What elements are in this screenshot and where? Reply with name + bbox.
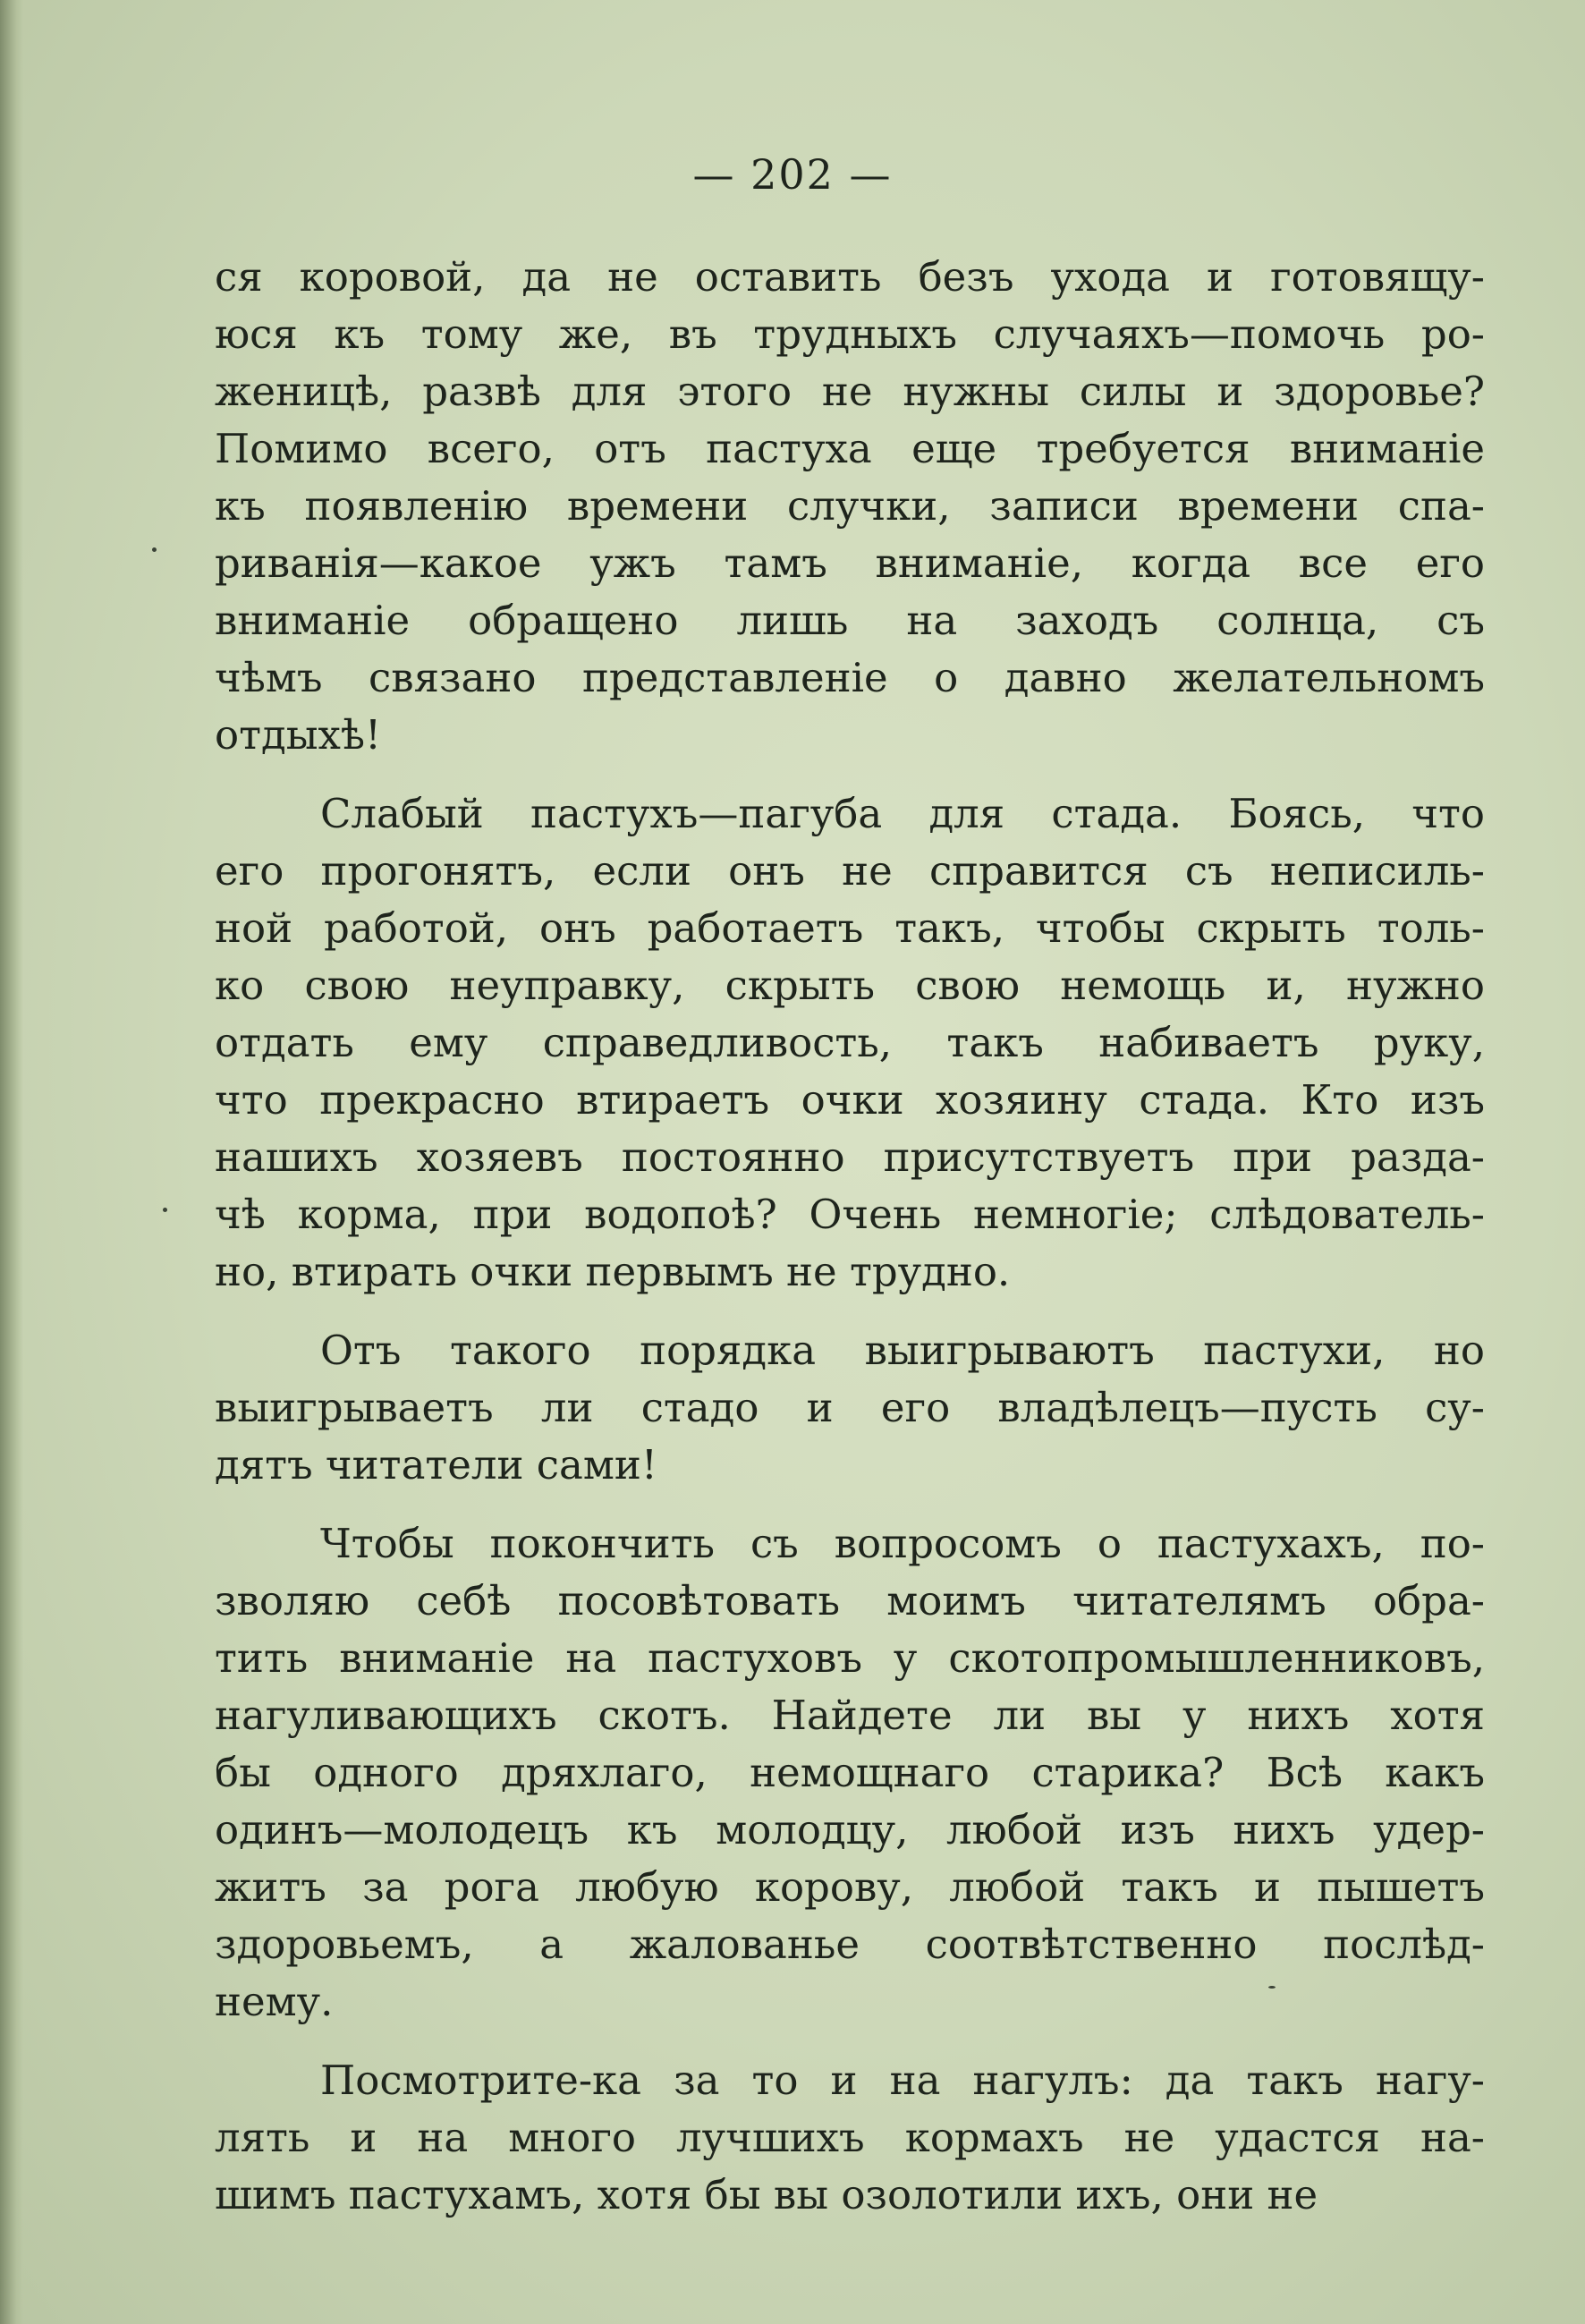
paragraph: [215, 249, 1485, 764]
page-number: — 202 —: [692, 150, 893, 199]
text-line: дятъ читатели сами!: [215, 1441, 657, 1489]
text-line: нему.: [215, 1978, 334, 2025]
text-line: Чтобы покончить съ вопросомъ о пастухахъ, по-: [320, 1520, 1485, 1567]
paragraph: [215, 2052, 1485, 2224]
text-line: шимъ пастухамъ, хотя бы вы озолотили ихъ, они не: [215, 2171, 1318, 2218]
text-line: житъ за рога любую корову, любой такъ и пышетъ: [215, 1863, 1485, 1911]
text-line: здоровьемъ, а жалованье соотвѣтственно послѣд-: [215, 1921, 1485, 1968]
paper-speck: [163, 1208, 167, 1212]
text-line: нашихъ хозяевъ постоянно присутствуетъ при разда-: [215, 1133, 1485, 1181]
text-line: лять и на много лучшихъ кормахъ не удастся на-: [215, 2114, 1485, 2161]
page-edge-shadow: [0, 0, 23, 2324]
text-line: его прогонятъ, если онъ не справится съ неписиль-: [215, 847, 1485, 895]
text-line: ся коровой, да не оставить безъ ухода и готовящу-: [215, 253, 1485, 301]
text-line: выигрываетъ ли стадо и его владѣлецъ—пусть су-: [215, 1384, 1485, 1431]
text-line: но, втирать очки первымъ не трудно.: [215, 1248, 1011, 1295]
text-line: юся къ тому же, въ трудныхъ случаяхъ—помочь ро-: [215, 310, 1485, 358]
text-line: отдать ему справедливость, такъ набиваетъ руку,: [215, 1019, 1485, 1066]
text-line: что прекрасно втираетъ очки хозяину стада. Кто изъ: [215, 1076, 1485, 1124]
text-line: чѣ корма, при водопоѣ? Очень немногіе; слѣдователь-: [215, 1191, 1485, 1238]
text-line: женицѣ, развѣ для этого не нужны силы и здоровье?: [215, 368, 1485, 415]
text-line: ной работой, онъ работаетъ такъ, чтобы скрыть толь-: [215, 904, 1485, 952]
paper-speck: [152, 547, 157, 552]
text-line: вниманіе обращено лишь на заходъ солнца, съ: [215, 597, 1485, 644]
text-line: Слабый пастухъ—пагуба для стада. Боясь, что: [320, 790, 1485, 837]
text-line: Посмотрите-ка за то и на нагулъ: да такъ нагу-: [320, 2057, 1485, 2104]
text-line: одинъ—молодецъ къ молодцу, любой изъ нихъ удер-: [215, 1806, 1485, 1853]
text-line: тить вниманіе на пастуховъ у скотопромышленниковъ,: [215, 1634, 1485, 1682]
paragraph: [215, 785, 1485, 1301]
text-line: Помимо всего, отъ пастуха еще требуется вниманіе: [215, 425, 1485, 472]
text-line: риванія—какое ужъ тамъ вниманіе, когда все его: [215, 539, 1485, 587]
text-line: зволяю себѣ посовѣтовать моимъ читателямъ обра-: [215, 1577, 1485, 1624]
text-line: чѣмъ связано представленіе о давно желательномъ: [215, 654, 1485, 701]
body-text: [215, 249, 1485, 2245]
text-line: ко свою неуправку, скрыть свою немощь и, нужно: [215, 962, 1485, 1009]
text-line: бы одного дряхлаго, немощнаго старика? Всѣ какъ: [215, 1749, 1485, 1796]
text-line: отдыхѣ!: [215, 711, 382, 759]
text-line: Отъ такого порядка выигрываютъ пастухи, но: [320, 1327, 1485, 1374]
paragraph: [215, 1322, 1485, 1494]
paragraph: [215, 1515, 1485, 2031]
text-line: къ появленію времени случки, записи времени спа-: [215, 482, 1485, 530]
text-line: нагуливающихъ скотъ. Найдете ли вы у нихъ хотя: [215, 1692, 1485, 1739]
